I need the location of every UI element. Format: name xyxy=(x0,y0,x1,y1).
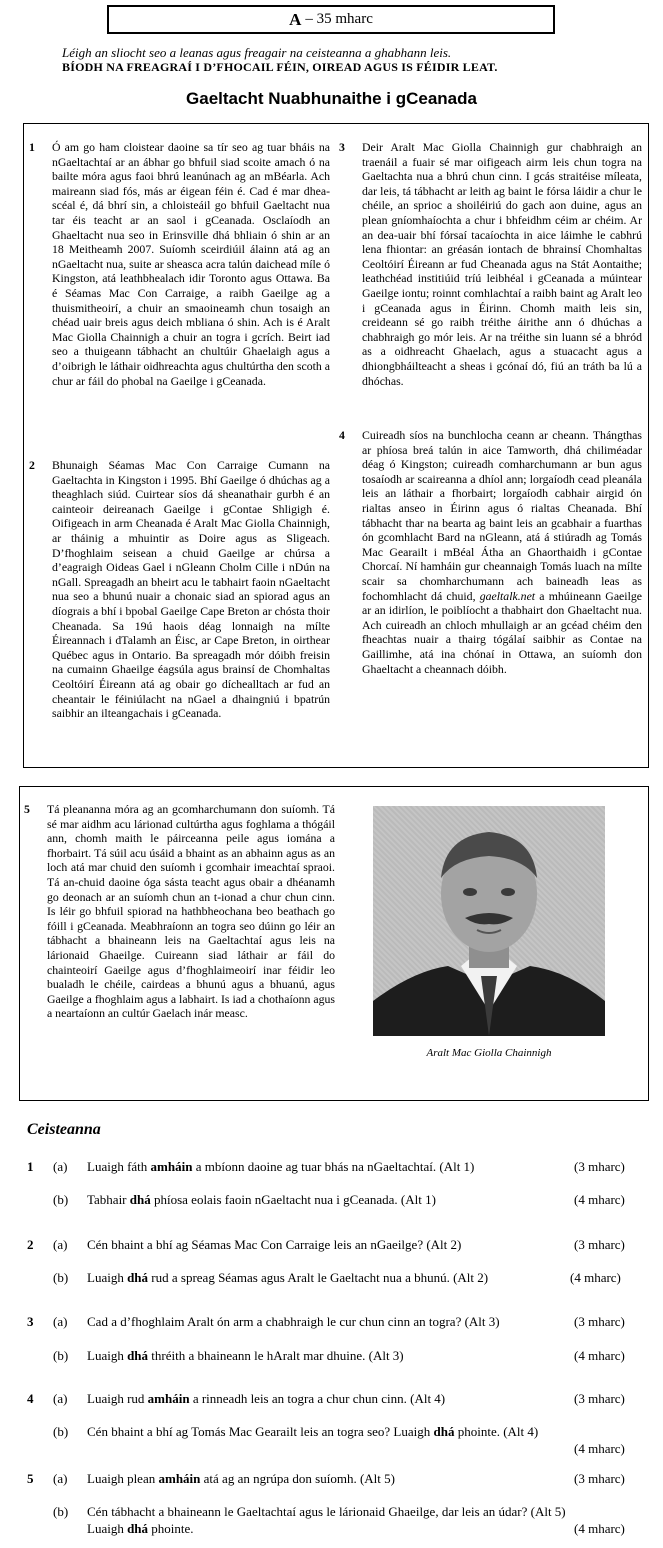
question-text: Cén tábhacht a bhaineann le Gaeltachtaí agus le lárionaid Ghaeilge, dar leis an údar? (Alt 5) xyxy=(87,1504,566,1519)
section-letter: A xyxy=(289,9,302,29)
question-part-label: (a) xyxy=(53,1314,68,1329)
passage-title: Gaeltacht Nuabhunaithe i gCeanada xyxy=(186,89,477,108)
paragraph-text: Deir Aralt Mac Giolla Chainnigh gur chabhraigh an traenáil a fuair sé mar oifigeach airm leis chun togra na Gaeltachta nua a bhrú chun cinn. I gcás straitéise míleata, dar leis, tá tábhacht ar leith ag baint le fórsa láidir a chur le chéile, an sprioc a shoiléiriú do gach aon duine, agus an plean gníomhaíochta a chur i bhfeidhm céim ar chéim. Ar an dea-uair bhí fórsaí tacaíochta in aice láimhe le cabhrú lena fhiontar: an gréasán iontach de bhrainsí Chomhaltas Ceoltóirí Éireann ar fud Cheanada agus na Stát Aontaithe; leathchéad institiúid tríú leibhéal i gCeanada a múintear Gaeilge iontu; roinnt comhlachtaí a raibh baint ag Aralt leo i gCeanada agus in Éirinn. Chomh maith leis sin, creideann sé go raibh tréithe áirithe ann ó dhúchas a chabhraigh go mór leis. Ar na tréithe sin luann sé a bhród as a oidhreacht Ghaelach, agus a stuacacht agus a dhiongbháilteacht a sheas i gcónaí dó, fiú an tráth ba lú a dhóchas. xyxy=(362,140,642,388)
paragraph-text: Cuireadh síos na bunchlocha ceann ar cheann. Thángthas ar phíosa breá talún in aice Tamworth, dhá chiliméadar déag ó Kingston; cuireadh comharchumann ar bun agus tosaíodh ar scaireanna a dhíol ann; lorgaíodh cead pleanála leis an láthair a fhorbairt; lorgaíodh cabhair airgid ón rialtas anseo in Éirinn agus ó rialtas Cheanada. Bhí tábhacht thar na bearta ag baint leis an gcabhair a fuarthas ón gcomhlacht Bard na nGleann, atá á stiúradh ag Tomás Mac Gearailt i mBéal Átha an Ghaorthaidh i gContae Chorcaí. Ní hamháin gur cheannaigh Tomás luach na mílte scair sa chomharchumann ach baineadh leas as fochomhlacht dá chuid, xyxy=(362,428,642,603)
question-part-label: (b) xyxy=(53,1504,69,1519)
question-part-label: (a) xyxy=(53,1391,68,1406)
question-number: 3 xyxy=(27,1314,34,1329)
question-part-label: (b) xyxy=(53,1348,69,1363)
website-name: gaeltalk.net xyxy=(479,588,536,603)
question-text: Luaigh fáth amháin a mbíonn daoine ag tuar bhás na nGaeltachtaí. (Alt 1) xyxy=(87,1159,475,1174)
paragraph-2 xyxy=(29,458,330,721)
question-number: 5 xyxy=(27,1471,34,1486)
question-part-label: (a) xyxy=(53,1237,68,1252)
section-marks: – 35 mharc xyxy=(305,11,373,27)
paragraph-number: 3 xyxy=(339,140,345,154)
paragraph-5 xyxy=(24,802,335,1021)
portrait-image xyxy=(373,806,605,1036)
portrait-photo xyxy=(373,806,605,1036)
paragraph-4 xyxy=(339,428,642,676)
question-text: Cad a d’fhoghlaim Aralt ón arm a chabhraigh le cur chun cinn an togra? (Alt 3) xyxy=(87,1314,500,1329)
question-text: Luaigh dhá rud a spreag Séamas agus Aralt le Gaeltacht nua a bhunú. (Alt 2) xyxy=(87,1270,489,1285)
paragraph-text: Bhunaigh Séamas Mac Con Carraige Cumann na Gaeltachta in Kingston i 1995. Bhí Gaeilge ó dhúchas ag a theaghlach siúd. Cuirtear síos dá sheanathair gurbh é an cainteoir deireanach Gaeilge i gContae Shligigh é. Oifigeach in arm Cheanada é Aralt Mac Giolla Chainnigh, ar tháinig a mhuintir as Doire agus as Sligeach. D’fhoghlaim seisean a chuid Gaeilge ar chúrsa a d’eagraigh Oideas Gael i nGleann Cholm Cille i nDún na nGall. Spreagadh an bheirt acu le tabhairt faoin nGaeltacht nua seo a bhunú nuair a chonaic siad an spiorad agus an díograis a bhí i bpobal Gaeilge Cape Breton ar chósta thoir Cheanada. Sa 19ú haois déag lonnaigh na mílte Éireannach i dTalamh an Éisc, ar Cape Breton, in oirthear Québec agus in Ontario. Ba spreagadh mór dóibh freisin na cumainn Ghaeilge éagsúla agus brainsí de Chomhaltas Ceoltóirí Éireann atá ag obair go díchealltach ar fud an cheantair le féiniúlacht na nGael a dhaingniú i bpatrún saibhir an ilteangachais i gCeanada. xyxy=(52,458,330,721)
paragraph-number: 5 xyxy=(24,802,30,816)
question-marks: (3 mharc) xyxy=(574,1314,625,1329)
photo-caption: Aralt Mac Giolla Chainnigh xyxy=(426,1047,552,1059)
question-marks: (4 mharc) xyxy=(574,1192,625,1207)
question-marks: (4 mharc) xyxy=(574,1521,625,1536)
question-part-label: (b) xyxy=(53,1424,69,1439)
question-part-label: (a) xyxy=(53,1471,68,1486)
paragraph-text: Ó am go ham cloistear daoine sa tír seo ag tuar bháis na nGaeltachtaí ar an ábhar go bhfuil siad scoite amach ó na bailte móra agus faoi bhrú leanúnach ag an mBéarla. Ach maireann siad fós, más ar éigean féin é. Cad é mar dhea-scéal é, dá bhrí sin, a chloisteáil go bhfuil Gaeltacht nua tar éis teacht ar an saol i gCeanada. Osclaíodh an Ghaeltacht nua seo in Erinsville dhá bhliain ó shin ar an 18 Meitheamh 2007. Suíomh sceirdiúil álainn atá ag an nGaeltacht nua, suite ar sheasca acra talún daichead míle ó Kingston, atá leathbhealach idir Toronto agus Ottawa. Ba é Séamas Mac Con Carraige, a raibh Gaeilge ag a thuismitheoirí, a chuir an smaoineamh chun tosaigh an chéad uair breis agus deich mbliana ó shin. Ach is é Aralt Mac Giolla Chainnigh a chuir an togra i gcrích. Beirt iad seo a thuigeann tábhacht an chultúir Ghaelaigh agus a d’oibrigh le láthair oidhreachta agus chultúrtha den scoth a chur ar fáil do phobal na Gaeilge i gCeanada. xyxy=(52,140,330,388)
paragraph-text-continued: a mhúineann Gaeilge ar an idirlíon, le poiblíocht a thabhairt don Ghaeltacht nua. Ach cuireadh an chloch mhullaigh ar an gcéad chéim den fheachtas nuair a thairg tógálaí saibhir as Contae na Gaillimhe, atá ina chónaí in Ottawa, an suíomh don Ghaeltacht a cheannach dóibh. xyxy=(362,588,642,676)
paragraph-1 xyxy=(29,140,330,388)
instructions xyxy=(62,45,498,75)
question-text: Cén bhaint a bhí ag Tomás Mac Gearailt leis an togra seo? Luaigh dhá phointe. (Alt 4) xyxy=(87,1424,539,1439)
question-marks: (3 mharc) xyxy=(574,1159,625,1174)
question-number: 2 xyxy=(27,1237,34,1252)
question-marks: (3 mharc) xyxy=(574,1391,625,1406)
question-part-label: (a) xyxy=(53,1159,68,1174)
question-marks: (3 mharc) xyxy=(574,1471,625,1486)
questions-heading: Ceisteanna xyxy=(27,1121,101,1138)
paragraph-3 xyxy=(339,140,642,388)
question-text: Tabhair dhá phíosa eolais faoin nGaeltacht nua i gCeanada. (Alt 1) xyxy=(87,1192,436,1207)
question-part-label: (b) xyxy=(53,1270,69,1285)
question-text: Luaigh dhá thréith a bhaineann le hAralt mar dhuine. (Alt 3) xyxy=(87,1348,404,1363)
instructions-line-2: BÍODH NA FREAGRAÍ I D’FHOCAIL FÉIN, OIREAD AGUS IS FÉIDIR LEAT. xyxy=(62,60,498,74)
question-marks: (4 mharc) xyxy=(574,1441,625,1456)
paragraph-number: 1 xyxy=(29,140,35,154)
section-header-box xyxy=(107,5,555,34)
question-part-label: (b) xyxy=(53,1192,69,1207)
question-number: 4 xyxy=(27,1391,34,1406)
question-text: Luaigh plean amháin atá ag an ngrúpa don suíomh. (Alt 5) xyxy=(87,1471,395,1486)
question-text: Luaigh rud amháin a rinneadh leis an togra a chur chun cinn. (Alt 4) xyxy=(87,1391,446,1406)
question-marks: (4 mharc) xyxy=(574,1348,625,1363)
question-marks: (3 mharc) xyxy=(574,1237,625,1252)
instructions-line-1: Léigh an sliocht seo a leanas agus freagair na ceisteanna a ghabhann leis. xyxy=(62,45,452,60)
question-number: 1 xyxy=(27,1159,34,1174)
paragraph-text: Tá pleananna móra ag an gcomharchumann don suíomh. Tá sé mar aidhm acu lárionad cultúrtha agus foghlama a thógáil ann, chomh maith le páirceanna peile agus iomána a fhorbairt. Tá súil acu úsáid a bhaint as an abhainn agus as an loch atá mar chuid den suíomh i gcomhair imeachtaí spraoi. Tá an-chuid daoine óga sásta teacht agus obair a dhéanamh go deonach ar an suíomh chun an t-ionad a chur chun cinn. Is léir go bhfuil spiorad na hathbheochana beo beathach go fóill i gCeanada. Meabhraíonn an togra seo dúinn go léir an tábhacht a bhaineann leis na Gaeltachtaí agus leis na lárionaid Ghaeilge. Cuireann siad láthair ar fáil do chainteoirí Gaeilge agus d’fhoghlaimeoirí inar féidir leo bualadh le chéile, cairdeas a bhunú agus a bhuanú, agus Gaeilge a fhoghlaim agus a labhairt. Is iad a chothaíonn agus a neartaíonn an cultúr Gaelach inár measc. xyxy=(47,802,335,1021)
question-text: Cén bhaint a bhí ag Séamas Mac Con Carraige leis an nGaeilge? (Alt 2) xyxy=(87,1237,462,1252)
question-marks: (4 mharc) xyxy=(570,1270,621,1285)
paragraph-number: 4 xyxy=(339,428,345,442)
paragraph-number: 2 xyxy=(29,458,35,472)
question-text-line-2: Luaigh dhá phointe. xyxy=(87,1521,194,1536)
